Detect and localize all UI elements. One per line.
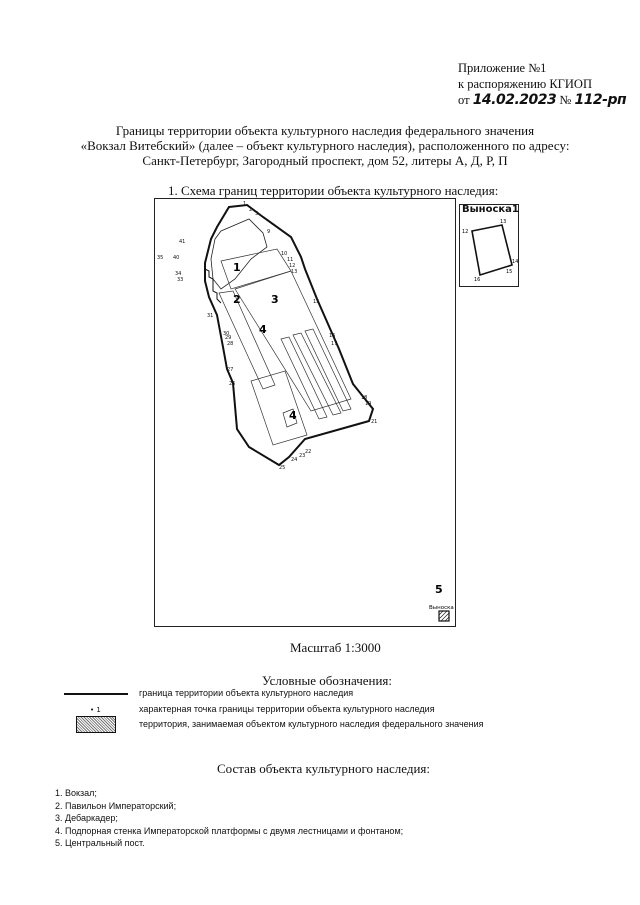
number-prefix: № — [559, 93, 572, 107]
map-drawing — [155, 199, 455, 626]
point-label: 34 — [175, 271, 182, 277]
point-label: 40 — [173, 255, 180, 261]
object-5-hatched — [439, 611, 449, 621]
point-label: 25 — [279, 465, 286, 471]
inset-point-13: 13 — [500, 219, 507, 225]
point-label: 21 — [371, 419, 378, 425]
composition-list — [55, 787, 403, 850]
object-label-4a: 2 — [233, 293, 241, 306]
point-label: 22 — [305, 449, 312, 455]
object-2-outline — [251, 371, 307, 445]
point-label: 10 — [281, 251, 288, 257]
map-scale: Масштаб 1:3000 — [290, 640, 381, 655]
appendix-line1: Приложение №1 — [458, 61, 547, 75]
point-label: 19 — [365, 401, 372, 407]
point-label: 30 — [223, 331, 230, 337]
boundary-map — [154, 198, 456, 627]
point-label: 33 — [177, 277, 184, 283]
point-label: 23 — [299, 453, 306, 459]
legend-item-point: характерная точка границы территории объекта культурного наследия — [139, 704, 435, 714]
title-line1: Границы территории объекта культурного наследия федерального значения — [115, 123, 535, 138]
list-item: 1. Вокзал; — [55, 788, 97, 798]
appendix-header — [458, 60, 626, 108]
point-label: 17 — [331, 341, 338, 347]
point-label: 28 — [227, 341, 234, 347]
date-prefix: от — [458, 93, 470, 107]
inset-point-15: 15 — [506, 269, 513, 275]
platform-3 — [281, 337, 327, 419]
inset-boundary — [472, 225, 512, 275]
object-5-hatch-lines — [439, 611, 449, 621]
point-label: 31 — [207, 313, 214, 319]
legend-point-number: 1 — [96, 706, 101, 714]
point-label: 9 — [267, 229, 271, 235]
point-label: 41 — [179, 239, 186, 245]
legend-title: Условные обозначения: — [262, 673, 393, 688]
point-label: 24 — [291, 457, 298, 463]
inset-point-labels — [462, 219, 518, 283]
point-label: 27 — [227, 367, 234, 373]
point-label: 18 — [361, 395, 368, 401]
object-label-5: 5 — [435, 583, 443, 596]
legend-hatched-swatch — [76, 716, 116, 733]
point-label: 35 — [157, 255, 164, 261]
point-label: 3 — [255, 211, 259, 217]
document-title — [60, 123, 590, 168]
point-label: 15 — [313, 299, 320, 305]
point-label: 12 — [289, 263, 296, 269]
platform-2 — [305, 329, 351, 411]
list-item: 2. Павильон Императорский; — [55, 800, 177, 811]
list-item: 5. Центральный пост. — [55, 838, 145, 848]
point-label: 29 — [225, 335, 232, 341]
appendix-line3 — [458, 92, 626, 108]
object-label-4b: 4 — [259, 323, 267, 336]
point-label: 1 — [243, 201, 247, 207]
title-line3: Санкт-Петербург, Загородный проспект, дом 52, литеры А, Д, Р, П — [142, 153, 508, 168]
object-label-3: 3 — [271, 293, 279, 306]
point-label: 2 — [249, 207, 253, 213]
appendix-line2: к распоряжению КГИОП — [458, 77, 592, 91]
list-item: 3. Дебаркадер; — [55, 813, 118, 823]
composition-title: Состав объекта культурного наследия: — [217, 761, 431, 776]
handwritten-number: 112-рп — [574, 92, 627, 108]
inset-point-16: 16 — [474, 277, 481, 283]
boundary-point-labels — [157, 201, 377, 471]
legend-item-boundary: граница территории объекта культурного наследия — [139, 688, 354, 698]
legend-point-symbol: • 1 — [90, 706, 101, 714]
point-label: 26 — [229, 381, 236, 387]
legend-item-territory: территория, занимаемая объектом культурного наследия федерального значения — [139, 719, 484, 729]
point-label: 11 — [287, 257, 294, 263]
list-item: 4. Подпорная стенка Императорской платформы с двумя лестницами и фонтаном; — [55, 825, 404, 836]
point-label: 13 — [291, 269, 298, 275]
title-line2: «Вокзал Витебский» (далее – объект культурного наследия), расположенного по адресу: — [80, 138, 570, 153]
object-1-outline — [211, 219, 267, 289]
object-label-2: 4 — [289, 409, 297, 422]
point-label: 16 — [329, 333, 336, 339]
inset-frame — [459, 204, 519, 287]
object-label-1: 1 — [233, 261, 241, 274]
inset-label: Выноска1 — [462, 204, 519, 215]
inset-point-14: 14 — [512, 259, 518, 265]
section-1-heading: 1. Схема границ территории объекта культурного наследия: — [168, 183, 499, 198]
inset-drawing — [460, 205, 518, 286]
inset-point-12: 12 — [462, 229, 469, 235]
handwritten-date: 14.02.2023 — [472, 92, 557, 108]
legend-boundary-line — [64, 693, 128, 695]
inset-ref-label: Выноска — [429, 605, 454, 611]
